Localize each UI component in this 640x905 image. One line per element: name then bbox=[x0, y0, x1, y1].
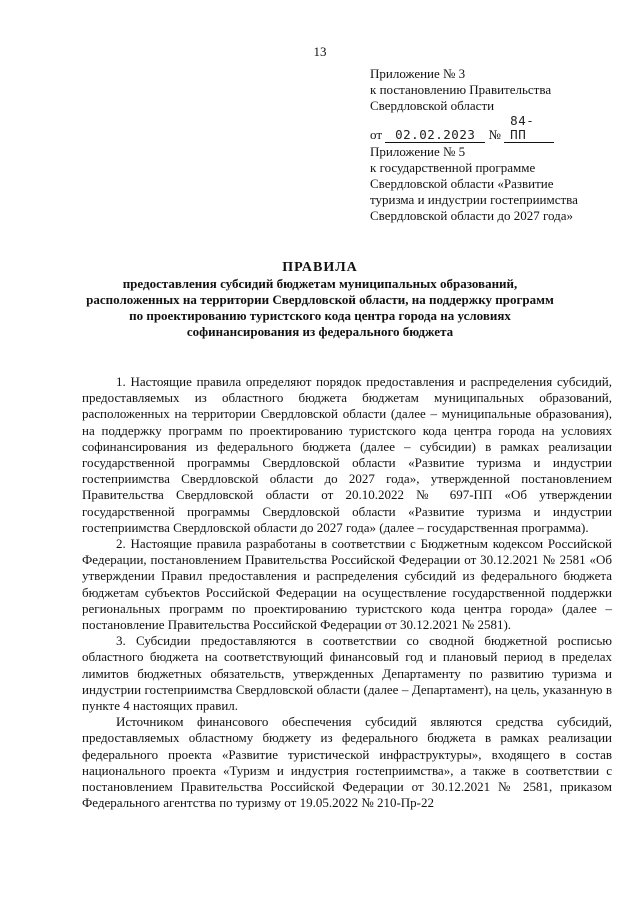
appendix-main-block bbox=[370, 66, 554, 143]
from-prefix: от bbox=[370, 127, 383, 142]
appendix-main-date-line bbox=[370, 114, 554, 143]
appendix-program-line1: Приложение № 5 bbox=[370, 144, 466, 159]
document-body bbox=[82, 374, 612, 811]
number-prefix: № bbox=[488, 127, 501, 142]
paragraph-2: 2. Настоящие правила разработаны в соответствии с Бюджетным кодексом Российской Федерации, постановлением Правительства Российской Федерации от 30.12.2021 № 2581 «Об утверждении Правил предоставления и распределения субсидий из федерального бюджета бюджетам субъектов Российской Федерации на осуществление государственной поддержки региональных программ по проектированию туристского кода центра города» (далее – постановление Правительства Российской Федерации от 30.12.2021 № 2581). bbox=[82, 536, 612, 633]
paragraph-4: Источником финансового обеспечения субсидий являются средства субсидий, предоставляемых областному бюджету из федерального бюджета в рамках реализации федерального проекта «Развитие туристической инфраструктуры», входящего в состав национального проекта «Туризм и индустрия гостеприимства», а также в соответствии с постановлением Правительства Российской Федерации от 30.12.2021 № 2581, приказом Федерального агентства по туризму от 19.05.2022 № 210-Пр-22 bbox=[82, 714, 612, 811]
appendix-main-line1: Приложение № 3 bbox=[370, 66, 466, 81]
paragraph-1: 1. Настоящие правила определяют порядок предоставления и распределения субсидий, предоставляемых из областного бюджета бюджетам муниципальных образований, расположенных на территории Свердловской области (далее – муниципальные образования), на поддержку программ по проектированию туристского кода центра города на условиях софинансирования из федерального бюджета (далее – субсидии) в рамках реализации государственной программы Свердловской области «Развитие туризма и индустрии гостеприимства Свердловской области до 2027 года», утвержденной постановлением Правительства Свердловской области от 20.10.2022 № 697-ПП «Об утверждении государственной программы Свердловской области «Развитие туризма и индустрии гостеприимства Свердловской области до 2027 года» (далее – государственная программа). bbox=[82, 374, 612, 535]
appendix-program-line5: Свердловской области до 2027 года» bbox=[370, 208, 573, 223]
appendix-program-line4: туризма и индустрии гостеприимства bbox=[370, 192, 578, 207]
resolution-date: 02.02.2023 bbox=[385, 128, 485, 143]
appendix-main-line3: Свердловской области bbox=[370, 98, 495, 113]
appendix-program-line3: Свердловской области «Развитие bbox=[370, 176, 554, 191]
page-number: 13 bbox=[313, 44, 327, 59]
document-title: ПРАВИЛА bbox=[282, 260, 358, 275]
appendix-main-line2: к постановлению Правительства bbox=[370, 82, 552, 97]
document-subtitle: предоставления субсидий бюджетам муниципальных образований, расположенных на территории Свердловской области, на поддержку программ по проектированию туристского кода центра города на условиях софинансирования из федерального бюджета bbox=[86, 276, 554, 339]
appendix-program-line2: к государственной программе bbox=[370, 160, 536, 175]
paragraph-3: 3. Субсидии предоставляются в соответствии со сводной бюджетной росписью областного бюджета на соответствующий финансовый год и плановый период в пределах лимитов бюджетных обязательств, утвержденных Департаменту по развитию туризма и индустрии гостеприимства Свердловской области (далее – Департамент), на цель, указанную в пункте 4 настоящих правил. bbox=[82, 633, 612, 714]
appendix-program-block bbox=[370, 144, 578, 224]
resolution-number: 84-ПП bbox=[504, 114, 554, 143]
